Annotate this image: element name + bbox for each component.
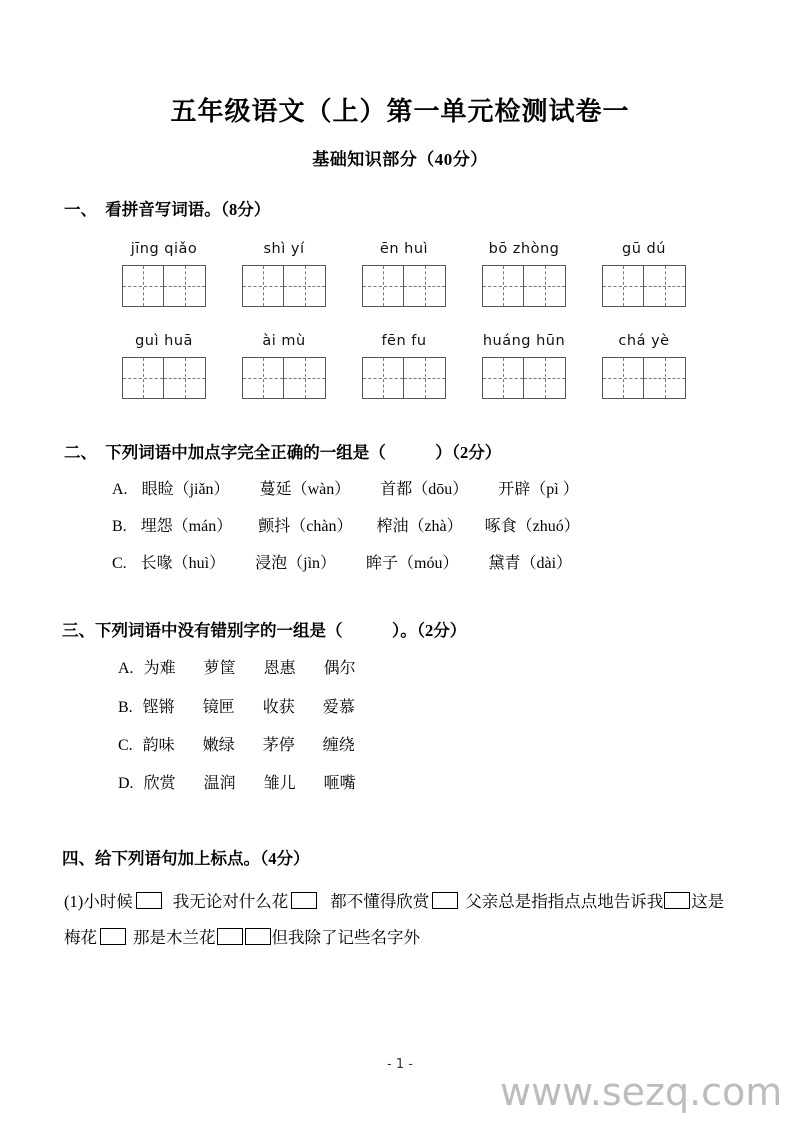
pinyin-label: ài mù: [262, 332, 306, 349]
question-3-option-d[interactable]: [0, 772, 800, 795]
punctuation-box[interactable]: [245, 928, 271, 945]
pinyin-label: fēn fu: [381, 332, 427, 349]
question-2-option-c[interactable]: [0, 552, 800, 575]
sentence-segment: 小时候: [83, 892, 133, 912]
pinyin-row-1: [0, 241, 800, 257]
sentence-segment: 都不懂得欣赏: [330, 892, 430, 912]
option-item: 黛青（dài）: [488, 555, 573, 573]
option-item: 铿锵: [142, 698, 175, 716]
writing-grid-cell[interactable]: [482, 265, 524, 307]
option-label: D.: [118, 775, 134, 792]
option-label: C.: [112, 555, 127, 573]
option-item: 偶尔: [323, 660, 356, 678]
option-item: 首都（dōu）: [380, 480, 469, 498]
sentence-segment: 但我除了记些名字外: [271, 927, 420, 947]
option-item: 浸泡（jìn）: [255, 555, 337, 573]
option-item: 收获: [262, 698, 295, 716]
sentence-segment: 那是木兰花: [133, 927, 216, 947]
writing-grid-cell[interactable]: [644, 265, 686, 307]
option-item: 开辟（pì ）: [498, 480, 579, 498]
writing-grid-group[interactable]: [224, 357, 344, 399]
option-item: 为难: [143, 660, 176, 678]
option-item: 长喙（huì）: [140, 555, 226, 573]
writing-grid-cell[interactable]: [242, 357, 284, 399]
pinyin-label: guì huā: [135, 332, 193, 349]
option-item: 颤抖（chàn）: [258, 517, 353, 535]
punctuation-box[interactable]: [100, 928, 126, 945]
punctuation-box[interactable]: [291, 892, 317, 909]
pinyin-label: huáng hūn: [482, 332, 566, 349]
option-item: 温润: [203, 775, 236, 792]
question-3-option-a[interactable]: [0, 657, 800, 680]
watermark: www.sezq.com: [500, 1070, 783, 1114]
question-4-sentence: [0, 884, 800, 955]
writing-grid-group[interactable]: [584, 265, 704, 307]
writing-grid-cell[interactable]: [284, 357, 326, 399]
option-item: 蔓延（wàn）: [259, 480, 351, 498]
question-2-option-a[interactable]: [0, 478, 800, 501]
option-item: 啄食（zhuó）: [484, 517, 580, 535]
punctuation-box[interactable]: [217, 928, 243, 945]
writing-grid-cell[interactable]: [602, 265, 644, 307]
page-subtitle: 基础知识部分（40分）: [312, 149, 488, 169]
question-4-heading: 四、给下列语句加上标点。（4分）: [62, 849, 310, 869]
writing-grid-cell[interactable]: [524, 265, 566, 307]
writing-grid-cell[interactable]: [362, 357, 404, 399]
option-label: B.: [112, 517, 127, 535]
writing-grid-cell[interactable]: [524, 357, 566, 399]
question-1-heading: 一、 看拼音写词语。（8分）: [64, 199, 271, 219]
option-label: B.: [118, 698, 133, 716]
option-item: 埋怨（mán）: [140, 517, 233, 535]
punctuation-box[interactable]: [136, 892, 162, 909]
option-item: 嫩绿: [202, 736, 235, 754]
writing-grid-group[interactable]: [104, 265, 224, 307]
writing-grid-cell[interactable]: [122, 357, 164, 399]
option-item: 爱慕: [322, 698, 355, 716]
writing-grid-cell[interactable]: [242, 265, 284, 307]
option-item: 雏儿: [263, 775, 296, 792]
writing-grid-group[interactable]: [344, 265, 464, 307]
writing-grid-group[interactable]: [224, 265, 344, 307]
option-item: 欣赏: [143, 775, 176, 792]
pinyin-label: ēn huì: [379, 240, 429, 257]
option-item: 镜匣: [202, 698, 235, 716]
pinyin-label: bō zhòng: [488, 240, 560, 257]
page-title: 五年级语文（上）第一单元检测试卷一: [170, 97, 630, 126]
writing-grid-group[interactable]: [464, 265, 584, 307]
option-item: 萝筐: [203, 660, 236, 678]
writing-grid-group[interactable]: [584, 357, 704, 399]
writing-grid-cell[interactable]: [404, 357, 446, 399]
punctuation-box[interactable]: [432, 892, 458, 909]
writing-grid-group[interactable]: [464, 357, 584, 399]
option-item: 缠绕: [322, 736, 355, 754]
writing-grid-cell[interactable]: [164, 357, 206, 399]
pinyin-label: shì yí: [263, 240, 305, 257]
pinyin-label: jīng qiǎo: [130, 240, 198, 257]
option-item: 眼睑（jiǎn）: [141, 480, 230, 498]
question-3-option-b[interactable]: [0, 696, 800, 719]
option-label: A.: [118, 660, 134, 678]
pinyin-row-2: [0, 333, 800, 349]
option-item: 眸子（móu）: [366, 555, 459, 573]
sentence-segment: 这是梅花: [64, 892, 725, 947]
option-label: C.: [118, 736, 133, 754]
writing-grid-cell[interactable]: [362, 265, 404, 307]
writing-grid-row-1: [0, 265, 800, 307]
punctuation-box[interactable]: [664, 892, 690, 909]
option-item: 茅停: [262, 736, 295, 754]
option-item: 榨油（zhà）: [376, 517, 463, 535]
page-number: - 1 -: [387, 1057, 413, 1072]
item-number: (1): [64, 892, 84, 912]
question-2-heading: 二、 下列词语中加点字完全正确的一组是（ ）（2分）: [64, 442, 502, 462]
writing-grid-cell[interactable]: [122, 265, 164, 307]
question-3-option-c[interactable]: [0, 734, 800, 757]
pinyin-label: gū dú: [622, 240, 666, 257]
option-item: 韵味: [142, 736, 175, 754]
writing-grid-cell[interactable]: [482, 357, 524, 399]
pinyin-label: chá yè: [618, 332, 670, 349]
option-label: A.: [112, 480, 128, 498]
option-item: 咂嘴: [323, 775, 356, 792]
option-item: 恩惠: [263, 660, 296, 678]
writing-grid-row-2: [0, 357, 800, 399]
question-2-option-b[interactable]: [0, 515, 800, 538]
writing-grid-cell[interactable]: [284, 265, 326, 307]
writing-grid-cell[interactable]: [404, 265, 446, 307]
sentence-segment: 我无论对什么花: [172, 892, 289, 912]
sentence-segment: 父亲总是指指点点地告诉我: [465, 892, 664, 912]
question-3-heading: 三、下列词语中没有错别字的一组是（ ）。（2分）: [62, 621, 467, 641]
writing-grid-cell[interactable]: [644, 357, 686, 399]
writing-grid-cell[interactable]: [602, 357, 644, 399]
writing-grid-group[interactable]: [344, 357, 464, 399]
writing-grid-cell[interactable]: [164, 265, 206, 307]
writing-grid-group[interactable]: [104, 357, 224, 399]
